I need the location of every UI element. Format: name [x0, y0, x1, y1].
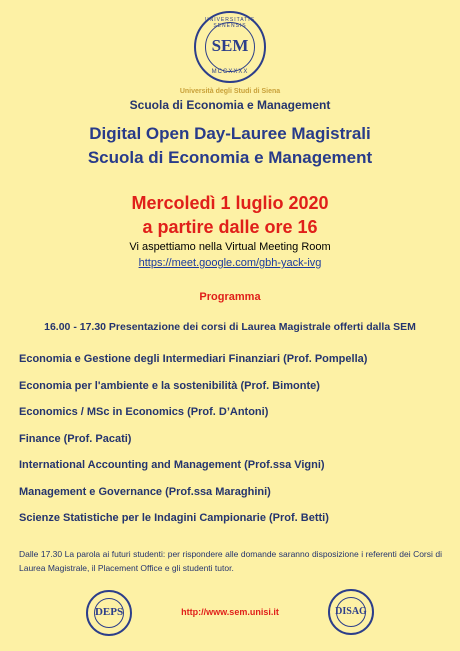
meeting-link[interactable]: https://meet.google.com/gbh-yack-ivg: [138, 257, 322, 269]
sem-logo-ring-text: UNIVERSITATIS SENENSIS: [204, 17, 256, 29]
event-date: Mercoledì 1 luglio 2020: [131, 193, 329, 213]
session-line: 16.00 - 17.30 Presentazione dei corsi di Laurea Magistrale offerti dalla SEM: [44, 321, 416, 333]
course-item: Management e Governance (Prof.ssa Maraghini): [19, 485, 271, 498]
sem-logo-text: SEM: [211, 36, 249, 55]
invite-text: Vi aspettiamo nella Virtual Meeting Room: [129, 241, 331, 253]
event-title-line2: Scuola di Economia e Management: [87, 148, 373, 167]
event-time: a partire dalle ore 16: [142, 217, 318, 237]
disag-logo: [328, 589, 374, 635]
course-item: Finance (Prof. Pacati): [19, 432, 132, 445]
closing-note: Dalle 17.30 La parola ai futuri studenti: per rispondere alle domande saranno disposizione i referenti dei Corsi di Laurea Magistrale, il Placement Office e gli studenti tutor.: [19, 549, 442, 573]
program-heading: Programma: [199, 291, 261, 303]
school-name: Scuola di Economia e Management: [129, 98, 331, 112]
course-item: Economics / MSc in Economics (Prof. D’Antoni): [19, 406, 269, 418]
course-item: Economia e Gestione degli Intermediari Finanziari (Prof. Pompella): [19, 353, 368, 365]
disag-logo-text: DISAG: [335, 606, 367, 617]
sem-logo: [194, 11, 266, 83]
course-list: [19, 346, 449, 532]
sem-logo-year: MCCXXXX: [211, 69, 249, 75]
course-item: Economia per l'ambiente e la sostenibilità (Prof. Bimonte): [19, 379, 320, 392]
course-item: Scienze Statistiche per le Indagini Campionarie (Prof. Betti): [19, 512, 329, 524]
course-item: International Accounting and Management (Prof.ssa Vigni): [19, 459, 325, 471]
website-link[interactable]: http://www.sem.unisi.it: [181, 607, 279, 617]
deps-logo-text: DEPS: [94, 606, 124, 618]
university-name: Università degli Studi di Siena: [179, 88, 281, 95]
event-title-line1: Digital Open Day-Lauree Magistrali: [89, 124, 371, 143]
